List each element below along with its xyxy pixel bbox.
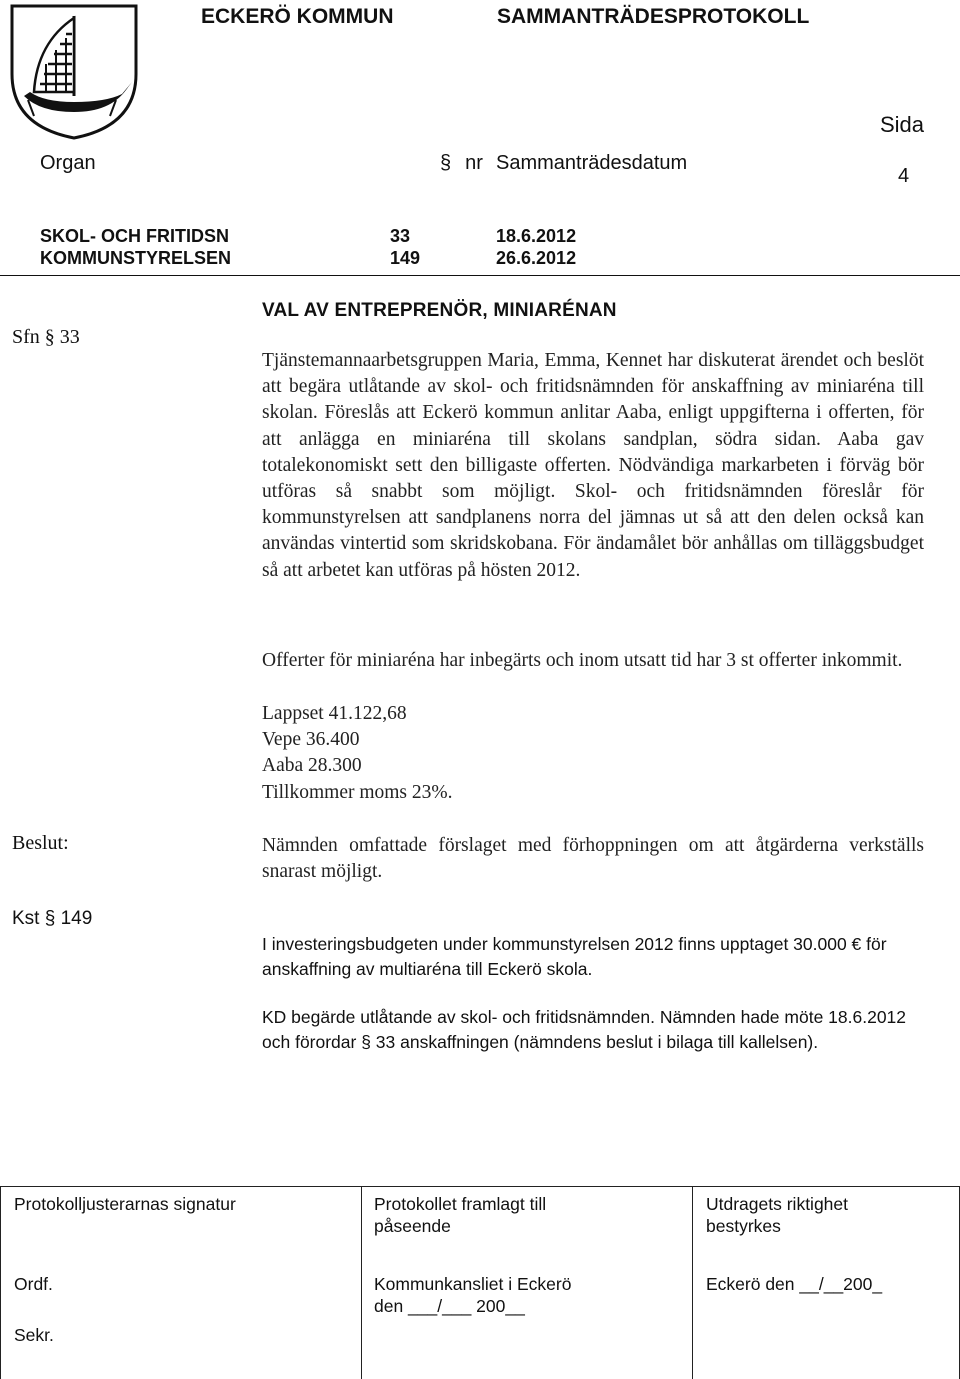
posted-title-line: Protokollet framlagt till xyxy=(374,1194,547,1214)
signature-column-title: Protokolljusterarnas signatur xyxy=(14,1194,236,1214)
organ-row-1: SKOL- OCH FRITIDSN xyxy=(40,226,229,246)
posted-column-title xyxy=(374,1193,546,1237)
offer-item: Tillkommer moms 23%. xyxy=(262,781,453,803)
chairman-label: Ordf. xyxy=(14,1274,53,1294)
offers-list xyxy=(262,701,924,806)
certified-date-blank: Eckerö den __/__200_ xyxy=(706,1274,883,1294)
kst-paragraph-1: I investeringsbudgeten under kommunstyrelsen 2012 finns upptaget 30.000 € för anskaffning av multiaréna till Eckerö skola. xyxy=(262,934,887,979)
offer-item: Vepe 36.400 xyxy=(262,729,360,751)
nr-row-1: 33 xyxy=(390,226,411,246)
municipality-coat-of-arms xyxy=(10,4,138,140)
date-row-1: 18.6.2012 xyxy=(496,226,577,246)
column-date-label: Sammanträdesdatum xyxy=(496,152,688,174)
section-sign-icon: § xyxy=(440,152,452,174)
offer-item: Lappset 41.122,68 xyxy=(262,703,407,724)
posted-date-blank: den ___/___ 200__ xyxy=(374,1296,525,1316)
section-title: VAL AV ENTREPRENÖR, MINIARÉNAN xyxy=(262,300,617,321)
organ-row-2: KOMMUNSTYRELSEN xyxy=(40,248,232,268)
section-paragraph-2: Offerter för miniaréna har inbegärts och inom utsatt tid har 3 st offerter inkommit. xyxy=(262,650,903,671)
municipality-name: ECKERÖ KOMMUN xyxy=(201,5,394,28)
certified-column-title xyxy=(706,1193,848,1237)
secretary-label: Sekr. xyxy=(14,1325,54,1345)
kst-paragraph-2: KD begärde utlåtande av skol- och fritidsnämnden. Nämnden hade möte 18.6.2012 och förordar § 33 anskaffningen (nämndens beslut i bilaga till kallelsen). xyxy=(262,1007,907,1052)
section-paragraph-1: Tjänstemannaarbetsgruppen Maria, Emma, Kennet har diskuterat ärendet och beslöt att begära utlåtande av skol- och fritidsnämnden för anskaffning av miniaréna till skolan. Föreslås att Eckerö kommun anlitar Aaba, enligt uppgifterna i offerten, för att anlägga en miniaréna till skolans sandplan, södra sidan. Aaba gav totalekonomiskt sett den billigaste offerten. Nödvändiga markarbeten i förväg bör utföras så snabbt som möjligt. Skol- och fritidsnämnden föreslår för kommunstyrelsen att sandplanens norra del jämnas ut så att den delen också kan användas vintertid som skridskobana. För ändamålet bör anhållas om tilläggsbudget så att arbetet kan utföras på hösten 2012. xyxy=(262,350,924,581)
column-nr-text: nr xyxy=(465,152,483,174)
column-organ-label: Organ xyxy=(40,152,96,174)
document-type: SAMMANTRÄDESPROTOKOLL xyxy=(497,5,810,28)
date-row-2: 26.6.2012 xyxy=(496,248,577,268)
signature-table-divider xyxy=(692,1186,693,1379)
section-reference: Sfn § 33 xyxy=(12,326,80,348)
nr-row-2: 149 xyxy=(390,248,421,268)
posted-title-line: påseende xyxy=(374,1216,451,1236)
page-label: Sida xyxy=(880,112,925,137)
decision-label: Beslut: xyxy=(12,832,69,854)
posted-location xyxy=(374,1273,571,1317)
column-nr-label xyxy=(440,152,483,175)
certified-title-line: bestyrkes xyxy=(706,1216,781,1236)
page-number: 4 xyxy=(898,165,910,187)
kst-reference: Kst § 149 xyxy=(12,908,93,929)
offer-item: Aaba 28.300 xyxy=(262,755,362,777)
header-divider xyxy=(0,275,960,276)
signature-table-divider xyxy=(361,1186,362,1379)
decision-text: Nämnden omfattade förslaget med förhoppningen om att åtgärderna verkställs snarast möjligt. xyxy=(262,835,924,883)
certified-title-line: Utdragets riktighet xyxy=(706,1194,849,1214)
posted-place: Kommunkansliet i Eckerö xyxy=(374,1274,572,1294)
